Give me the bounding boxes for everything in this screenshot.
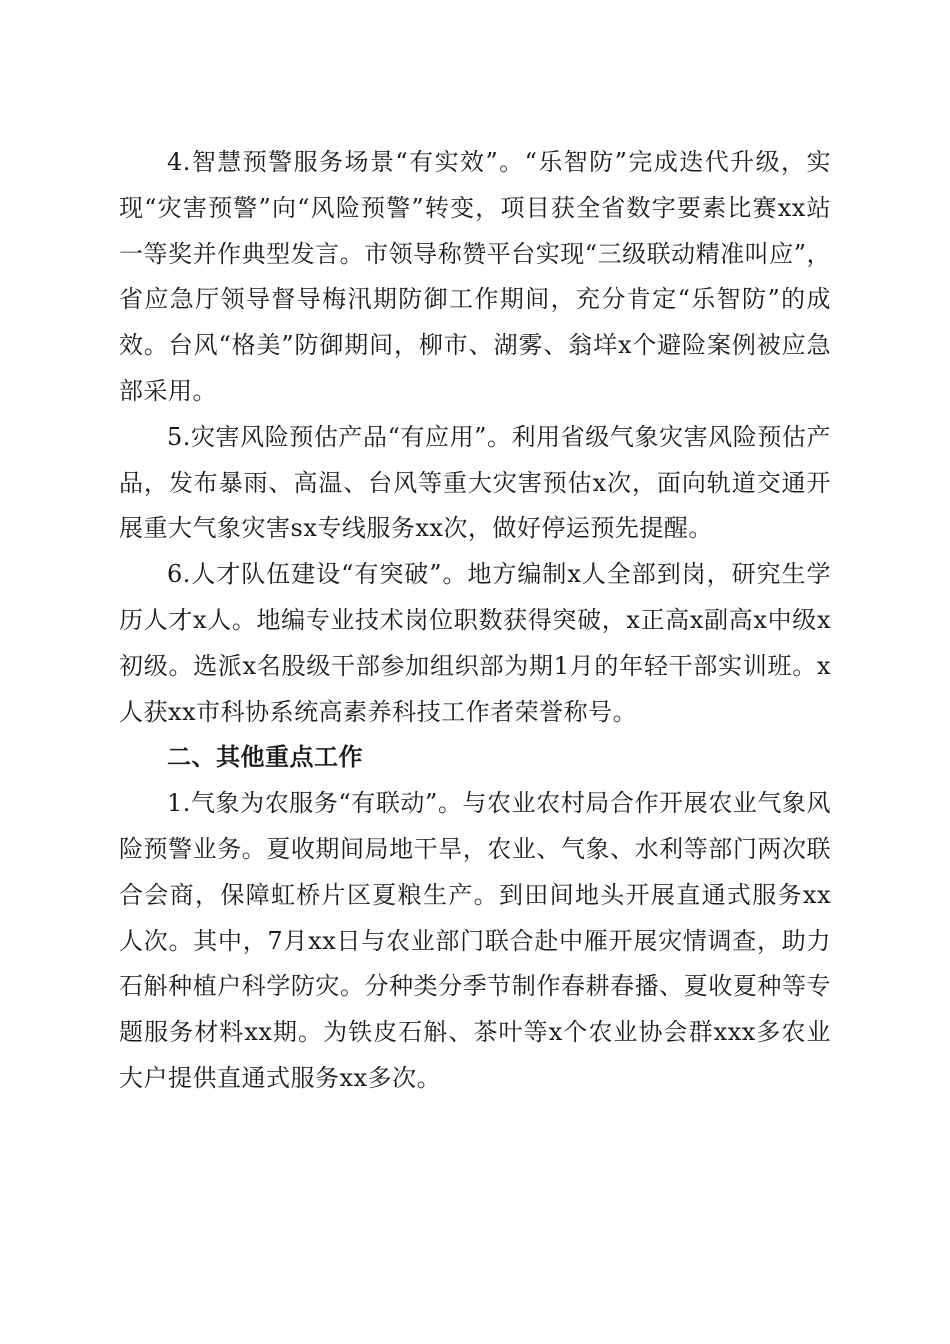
paragraph-smart-warning: 4.智慧预警服务场景“有实效”。“乐智防”完成迭代升级，实现“灾害预警”向“风险预警”转变，项目获全省数字要素比赛xx站一等奖并作典型发言。市领导称赞平台实现“三级联动精准叫应”，省应急厅领导督导梅汛期防御工作期间，充分肯定“乐智防”的成效。台风“格美”防御期间，柳市、湖雾、翁垟x个避险案例被应急部采用。 bbox=[119, 148, 831, 405]
paragraph-disaster-risk: 5.灾害风险预估产品“有应用”。利用省级气象灾害风险预估产品，发布暴雨、高温、台风等重大灾害预估x次，面向轨道交通开展重大气象灾害sx专线服务xx次，做好停运预先提醒。 bbox=[119, 422, 831, 543]
paragraph-talent-team: 6.人才队伍建设“有突破”。地方编制x人全部到岗，研究生学历人才x人。地编专业技术岗位职数获得突破，x正高x副高x中级x初级。选派x名股级干部参加组织部为期1月的年轻干部实训班。x人获xx市科协系统高素养科技工作者荣誉称号。 bbox=[119, 560, 831, 726]
paragraph-agri-service: 1.气象为农服务“有联动”。与农业农村局合作开展农业气象风险预警业务。夏收期间局地干旱，农业、气象、水利等部门两次联合会商，保障虹桥片区夏粮生产。到田间地头开展直通式服务xx人次。其中，7月xx日与农业部门联合赴中雁开展灾情调查，助力石斛种植户科学防灾。分种类分季节制作春耕春播、夏收夏种等专题服务材料xx期。为铁皮石斛、茶叶等x个农业协会群xxx多农业大户提供直通式服务xx多次。 bbox=[119, 789, 831, 1092]
section-heading: 二、其他重点工作 bbox=[167, 743, 363, 772]
document-body bbox=[119, 140, 831, 1102]
